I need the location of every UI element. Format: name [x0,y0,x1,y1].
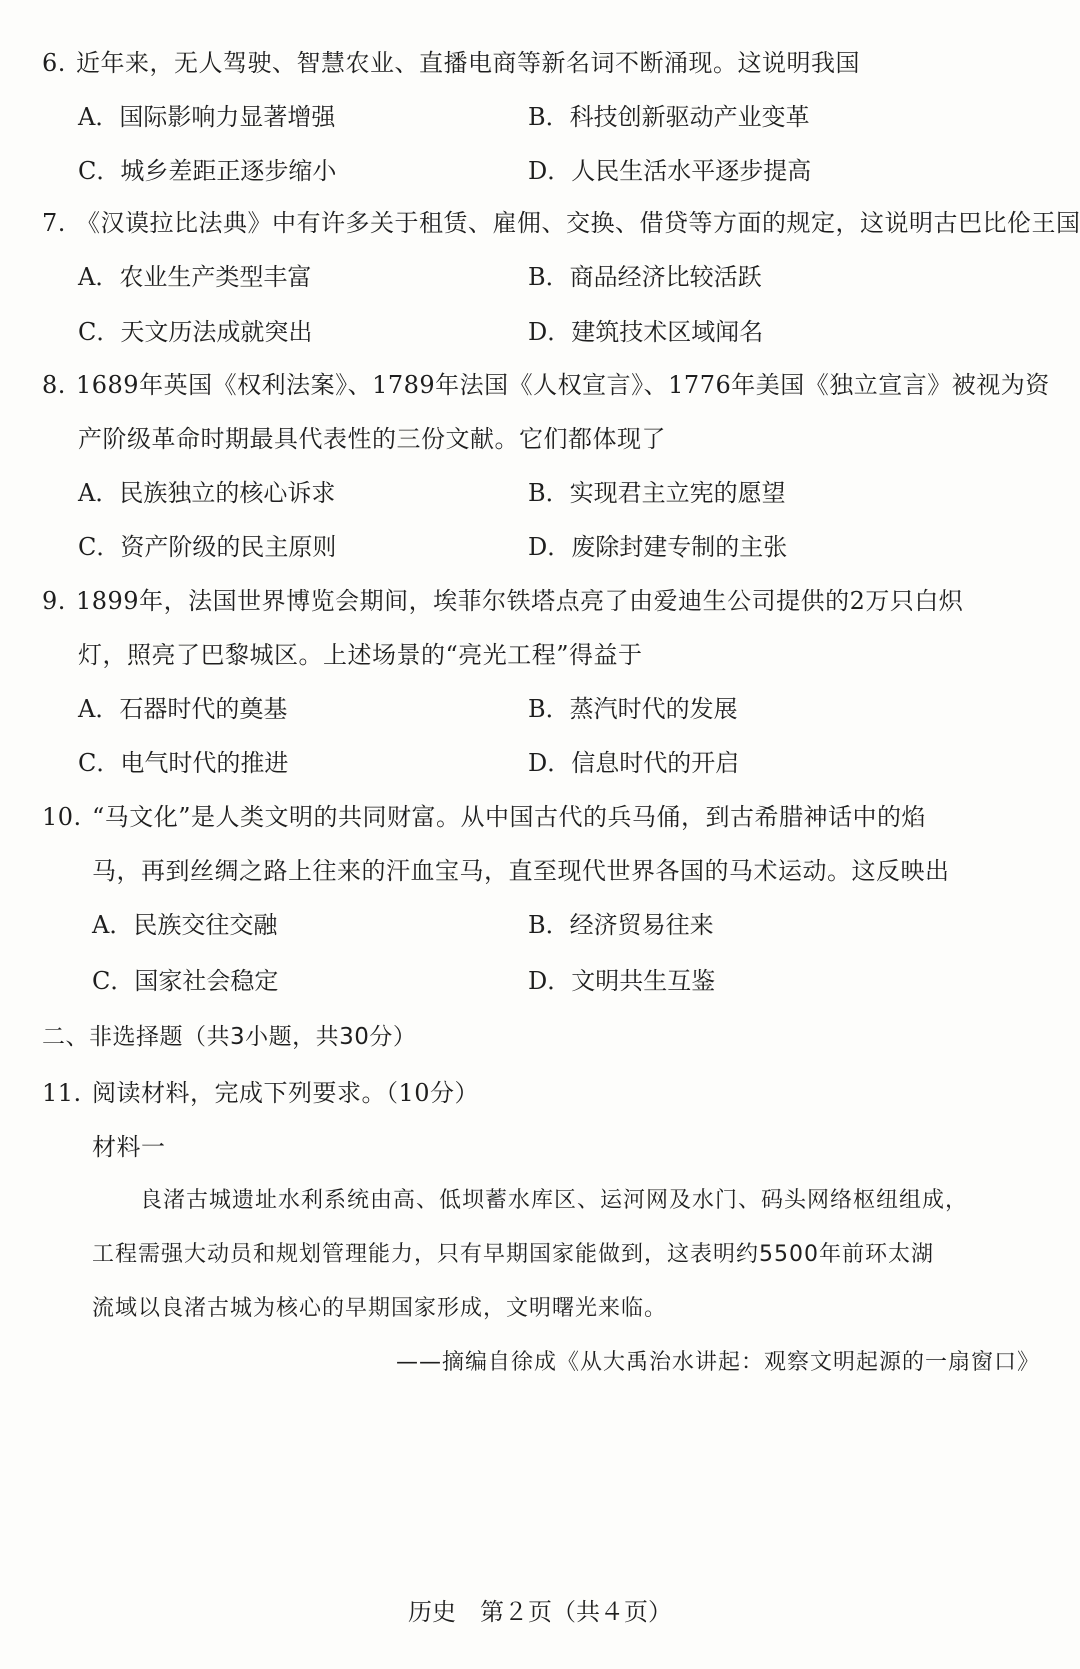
question-6-option-d: D．人民生活水平逐步提高 [528,157,812,185]
question-8-option-c: C．资产阶级的民主原则 [78,533,337,561]
question-6-stem: 6. 近年来，无人驾驶、智慧农业、直播电商等新名词不断涌现。这说明我国 [42,49,860,77]
question-10-stem: 10. “马文化”是人类文明的共同财富。从中国古代的兵马俑，到古希腊神话中的焰 [42,803,927,831]
material-line-1: 良渚古城遗址水利系统由高、低坝蓄水库区、运河网及水门、码头网络枢纽组成， [140,1188,969,1213]
question-6-option-c: C．城乡差距正逐步缩小 [78,157,337,185]
question-8-option-b: B．实现君主立宪的愿望 [528,479,786,507]
question-6-option-b: B．科技创新驱动产业变革 [528,103,810,131]
question-8-option-d: D．废除封建专制的主张 [528,533,788,561]
material-label: 材料一 [92,1133,166,1161]
page-footer: 历史 第２页（共４页） [408,1598,672,1626]
question-8-stem-cont: 产阶级革命时期最具代表性的三份文献。它们都体现了 [78,425,666,453]
question-9-option-b: B．蒸汽时代的发展 [528,695,738,723]
question-9-option-c: C．电气时代的推进 [78,749,289,777]
question-10-option-b: B．经济贸易往来 [528,911,714,939]
question-8-option-a: A．民族独立的核心诉求 [78,479,336,507]
question-9-option-d: D．信息时代的开启 [528,749,740,777]
question-8-stem: 8. 1689年英国《权利法案》、1789年法国《人权宣言》、1776年美国《独立宣言》被视为资 [42,371,1050,399]
question-10-option-d: D．文明共生互鉴 [528,967,716,995]
material-line-2: 工程需强大动员和规划管理能力，只有早期国家能做到，这表明约5500年前环太湖 [92,1242,934,1267]
question-9-option-a: A．石器时代的奠基 [78,695,288,723]
question-7-option-b: B．商品经济比较活跃 [528,263,762,291]
question-7-option-d: D．建筑技术区域闻名 [528,318,764,346]
material-line-3: 流域以良渚古城为核心的早期国家形成，文明曙光来临。 [92,1296,668,1321]
question-10-option-a: A．民族交往交融 [92,911,278,939]
question-7-option-c: C．天文历法成就突出 [78,318,313,346]
question-9-stem-cont: 灯，照亮了巴黎城区。上述场景的“亮光工程”得益于 [78,641,643,669]
question-10-option-c: C．国家社会稳定 [92,967,279,995]
question-11-stem: 11. 阅读材料，完成下列要求。（10分） [42,1079,480,1107]
question-7-stem: 7. 《汉谟拉比法典》中有许多关于租赁、雇佣、交换、借贷等方面的规定，这说明古巴比伦王国 [42,209,1080,237]
material-source: ——摘编自徐成《从大禹治水讲起：观察文明起源的一扇窗口》 [395,1350,1040,1375]
question-6-option-a: A．国际影响力显著增强 [78,103,336,131]
question-9-stem: 9. 1899年，法国世界博览会期间，埃菲尔铁塔点亮了由爱迪生公司提供的2万只白炽 [42,587,964,615]
section-2-heading: 二、非选择题（共3小题，共30分） [42,1024,417,1050]
question-10-stem-cont: 马，再到丝绸之路上往来的汗血宝马，直至现代世界各国的马术运动。这反映出 [92,857,950,885]
question-7-option-a: A．农业生产类型丰富 [78,263,312,291]
